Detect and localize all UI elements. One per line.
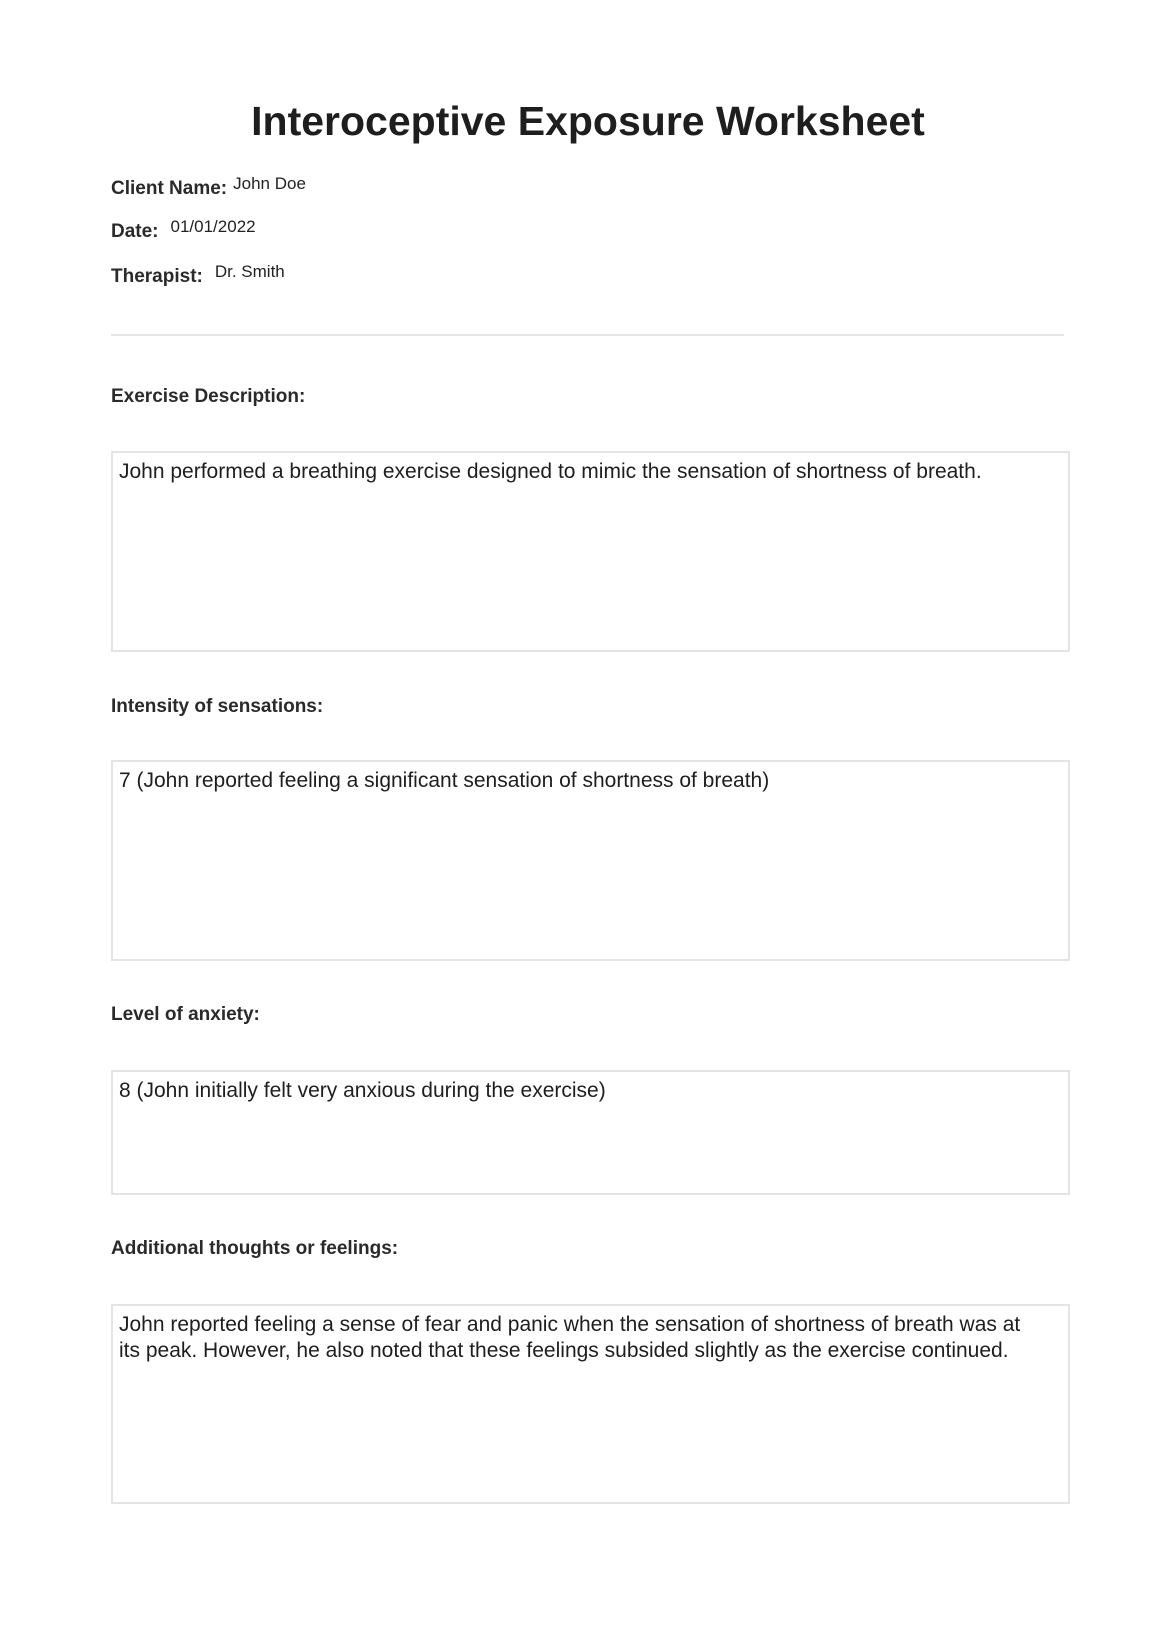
therapist-label: Therapist:: [111, 266, 203, 287]
client-name-label: Client Name:: [111, 178, 228, 199]
intensity-field[interactable]: [111, 760, 1070, 961]
additional-thoughts-text: John reported feeling a sense of fear and panic when the sensation of shortness of breath was at its peak. However, he also noted that these feelings subsided slightly as the exercise continued.: [119, 1313, 1021, 1362]
anxiety-label: Level of anxiety:: [111, 1004, 260, 1025]
date-row: [111, 217, 256, 243]
divider: [111, 334, 1064, 336]
client-name-row: [111, 174, 306, 200]
date-value: 01/01/2022: [170, 217, 256, 236]
intensity-label: Intensity of sensations:: [111, 696, 324, 717]
intensity-text: 7 (John reported feeling a significant sensation of shortness of breath): [119, 769, 770, 792]
anxiety-field[interactable]: [111, 1070, 1070, 1195]
therapist-value: Dr. Smith: [214, 262, 285, 281]
exercise-description-label: Exercise Description:: [111, 386, 306, 407]
additional-thoughts-field[interactable]: [111, 1304, 1070, 1504]
exercise-description-field[interactable]: [111, 451, 1070, 652]
date-label: Date:: [111, 221, 159, 242]
exercise-description-text: John performed a breathing exercise designed to mimic the sensation of shortness of breath.: [119, 460, 982, 483]
anxiety-text: 8 (John initially felt very anxious during the exercise): [119, 1079, 606, 1102]
client-name-value: John Doe: [233, 174, 306, 193]
page-title: Interoceptive Exposure Worksheet: [251, 98, 925, 144]
additional-thoughts-label: Additional thoughts or feelings:: [111, 1238, 399, 1259]
therapist-row: [111, 262, 285, 288]
